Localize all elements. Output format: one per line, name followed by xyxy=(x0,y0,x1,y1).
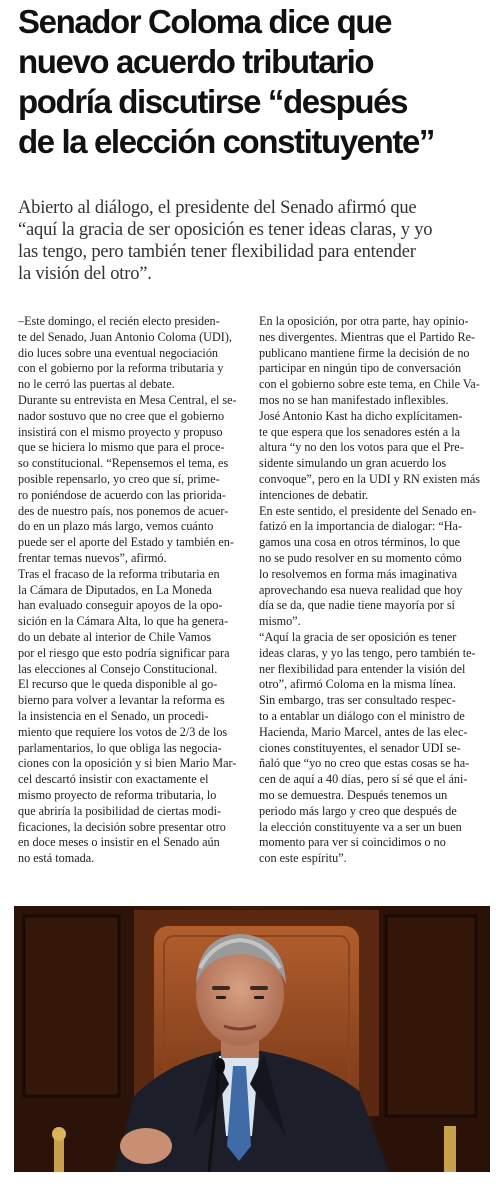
body-line: des de nuestro país, nos ponemos de acuer- xyxy=(18,503,229,518)
body-line: gamos una cosa en otros términos, lo que xyxy=(259,535,461,550)
headline xyxy=(18,2,488,162)
body-line: las elecciones al Consejo Constitucional. xyxy=(18,661,218,676)
body-line: nador sostuvo que no cree que el gobierno xyxy=(18,408,225,423)
body-line: te del Senado, Juan Antonio Coloma (UDI), xyxy=(18,329,232,344)
body-line: no le cerró las puertas al debate. xyxy=(18,377,175,392)
body-line: “Aquí la gracia de ser oposición es tener xyxy=(259,629,457,644)
body-line: la insistencia en el Senado, un procedi- xyxy=(18,708,209,723)
body-line: cel descartó insistir con exactamente el xyxy=(18,772,209,787)
body-line: El recurso que le queda disponible al go- xyxy=(18,677,218,692)
body-line: nes divergentes. Mientras que el Partido Re- xyxy=(259,329,476,344)
body-line: han evaluado conseguir apoyos de la opo- xyxy=(18,598,223,613)
body-line: que se hiciera lo mismo que para el proce- xyxy=(18,440,225,455)
body-line: ideas claras, y yo las tengo, pero también te- xyxy=(259,645,476,660)
body-line: Durante su entrevista en Mesa Central, el se- xyxy=(18,392,237,407)
body-line: participar en ningún tipo de conversación xyxy=(259,361,462,376)
article-photo xyxy=(14,906,490,1172)
body-line: so constitucional. “Repensemos el tema, es xyxy=(18,456,229,471)
body-line: En la oposición, por otra parte, hay opinio- xyxy=(259,314,469,328)
body-line: lo resolvemos en forma más imaginativa xyxy=(259,566,457,581)
deck-line: la visión del otro”. xyxy=(18,264,152,284)
headline-line: de la elección constituyente” xyxy=(18,123,435,160)
body-line: publicano mantiene firme la decisión de no xyxy=(259,345,470,360)
body-line: ciones con la oposición y si bien Mario Mar- xyxy=(18,756,237,771)
body-line: ficaciones, la decisión sobre presentar otro xyxy=(18,819,226,834)
body-line: insistirá con el mismo proyecto y propuso xyxy=(18,424,223,439)
deck-line: las tengo, pero también tener flexibilidad para entender xyxy=(18,242,416,262)
body-line: –Este domingo, el recién electo presiden- xyxy=(18,314,220,328)
body-line: miento que requiere los votos de 2/3 de los xyxy=(18,724,228,739)
body-line: ciones constituyentes, el senador UDI se- xyxy=(259,740,461,755)
body-line: puede ser el aporte del Estado y también en- xyxy=(18,535,234,550)
body-line: altura “y no den los votos para que el Pre- xyxy=(259,440,464,455)
body-column-left xyxy=(18,314,250,867)
body-line: aprovechando esa nueva realidad que hoy xyxy=(259,582,463,597)
body-line: mismo”. xyxy=(259,614,301,629)
headline-line: podría discutirse “después xyxy=(18,83,408,120)
body-line: periodo más largo y creo que después de xyxy=(259,803,457,818)
body-line: por el riesgo que esto podría significar para xyxy=(18,645,230,660)
body-line: Hacienda, Mario Marcel, antes de las elec- xyxy=(259,724,468,739)
body-line: sidente simulando un gran acuerdo los xyxy=(259,456,447,471)
deck-summary xyxy=(18,197,488,285)
body-line: frentar temas nuevos”, afirmó. xyxy=(18,550,167,565)
body-line: la Cámara de Diputados, en La Moneda xyxy=(18,582,212,597)
body-line: posible repensarlo, yo creo que sí, prime- xyxy=(18,471,220,486)
body-line: fatizó en la importancia de dialogar: “Ha- xyxy=(259,519,463,534)
headline-line: Senador Coloma dice que xyxy=(18,3,392,40)
body-line: no está tomada. xyxy=(18,851,95,866)
body-line: do en un plazo más largo, vemos cuánto xyxy=(18,519,214,534)
body-line: do un debate al interior de Chile Vamos xyxy=(18,629,212,644)
body-line: Sin embargo, tras ser consultado respec- xyxy=(259,693,456,708)
body-line: momento para ver si coincidimos o no xyxy=(259,835,446,850)
body-line: no se pudo resolver en su momento cómo xyxy=(259,550,462,565)
body-line: en doce meses o insistir en el Senado aún xyxy=(18,835,220,850)
body-line: to a entablar un diálogo con el ministro de xyxy=(259,708,465,723)
deck-line: “aquí la gracia de ser oposición es tener ideas claras, y yo xyxy=(18,220,433,240)
body-line: con el gobierno sobre este tema, en Chile Va- xyxy=(259,377,480,392)
body-line: sición en la Cámara Alta, lo que ha genera- xyxy=(18,614,229,629)
body-line: mos no se han manifestado inflexibles. xyxy=(259,392,449,407)
body-line: ner flexibilidad para entender la visión del xyxy=(259,661,466,676)
body-line: ro poniéndose de acuerdo con las priorida- xyxy=(18,487,226,502)
body-line: José Antonio Kast ha dicho explícitamen- xyxy=(259,408,463,423)
body-line: Tras el fracaso de la reforma tributaria en xyxy=(18,566,220,581)
body-line: bierno para volver a levantar la reforma es xyxy=(18,693,225,708)
body-line: cen de aquí a 40 días, pero sí sé que el áni- xyxy=(259,772,468,787)
body-line: con el gobierno por la reforma tributaria y xyxy=(18,361,224,376)
body-line: En este sentido, el presidente del Senado en- xyxy=(259,503,477,518)
body-line: dio luces sobre una eventual negociación xyxy=(18,345,219,360)
body-line: la elección constituyente va a ser un buen xyxy=(259,819,462,834)
deck-line: Abierto al diálogo, el presidente del Senado afirmó que xyxy=(18,198,417,218)
body-line: mo se demuestra. Después tenemos un xyxy=(259,787,448,802)
body-line: otro”, afirmó Coloma en la misma línea. xyxy=(259,677,456,692)
headline-line: nuevo acuerdo tributario xyxy=(18,43,374,80)
body-line: intenciones de debatir. xyxy=(259,487,369,502)
body-line: convoque”, pero en la UDI y RN existen más xyxy=(259,471,481,486)
photo-senator-coloma xyxy=(14,906,490,1172)
body-line: día se da, que nadie tiene mayoría por sí xyxy=(259,598,455,613)
body-line: ñaló que “yo no creo que estas cosas se ha- xyxy=(259,756,470,771)
body-line: te que espera que los senadores estén a la xyxy=(259,424,461,439)
body-line: parlamentarios, lo que obliga las negocia- xyxy=(18,740,222,755)
body-line: que abriría la posibilidad de ciertas modi- xyxy=(18,803,222,818)
body-line: con este espíritu”. xyxy=(259,851,347,866)
body-line: mismo proyecto de reforma tributaria, lo xyxy=(18,787,217,802)
body-column-right xyxy=(259,314,491,867)
